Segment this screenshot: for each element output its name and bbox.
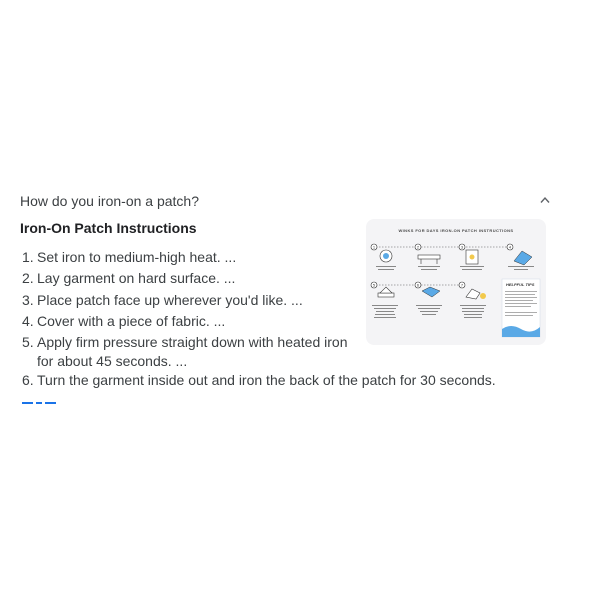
step-number-5 — [371, 282, 377, 288]
svg-text:1: 1 — [372, 244, 376, 250]
step-number-6 — [415, 282, 421, 288]
svg-text:3: 3 — [460, 244, 464, 250]
instructions-illustration — [366, 219, 546, 345]
question-text[interactable]: How do you iron-on a patch? — [20, 193, 199, 209]
more-items-link[interactable] — [22, 402, 56, 405]
steps-list — [22, 248, 362, 373]
helpful-tips-panel — [502, 279, 540, 337]
svg-text:4: 4 — [508, 244, 512, 250]
step-text: Turn the garment inside out and iron the back of the patch for 30 seconds. — [37, 372, 496, 388]
step-number-3 — [459, 244, 465, 250]
helpful-tips-title: HELPFUL TIPS — [506, 282, 535, 287]
ironing-board-icon — [418, 255, 440, 264]
svg-text:7: 7 — [460, 282, 464, 288]
list-item: 5. Apply firm pressure straight down with heated iron for about 45 seconds. ... — [22, 334, 348, 370]
answer-heading: Iron-On Patch Instructions — [20, 220, 197, 236]
patch-placement-icon — [466, 250, 478, 264]
step-number-2 — [415, 244, 421, 250]
thumbnail-title: WINKS FOR DAYS IRON-ON PATCH INSTRUCTIONS — [398, 228, 514, 233]
step-number-4 — [507, 244, 513, 250]
list-item: 3. Place patch face up wherever you'd like. ... — [22, 291, 303, 308]
step-text: Place patch face up wherever you'd like. ... — [37, 291, 303, 308]
instructions-thumbnail[interactable] — [366, 219, 546, 345]
list-item: 4. Cover with a piece of fabric. ... — [22, 312, 226, 329]
fabric-cover-icon — [514, 251, 532, 265]
chevron-up-icon[interactable] — [540, 196, 550, 204]
list-item: 2. Lay garment on hard surface. ... — [22, 270, 236, 287]
svg-text:2: 2 — [416, 244, 420, 250]
iron-dial-icon — [380, 250, 392, 262]
iron-press-icon — [378, 287, 394, 297]
list-item: 6. Turn the garment inside out and iron the back of the patch for 30 seconds. — [22, 372, 496, 388]
step-text: Set iron to medium-high heat. ... — [37, 249, 237, 265]
garment-inside-out-icon — [422, 287, 440, 297]
iron-steam-icon — [466, 289, 486, 299]
step-text: Apply firm pressure straight down with heated iron for about 45 seconds. ... — [37, 334, 348, 370]
step-text: Cover with a piece of fabric. ... — [37, 312, 226, 329]
list-item: 1. Set iron to medium-high heat. ... — [22, 249, 237, 265]
step-number-7 — [459, 282, 465, 288]
step-number-1 — [371, 244, 377, 250]
step-text: Lay garment on hard surface. ... — [37, 270, 236, 287]
svg-text:5: 5 — [372, 282, 376, 288]
svg-text:6: 6 — [416, 282, 420, 288]
